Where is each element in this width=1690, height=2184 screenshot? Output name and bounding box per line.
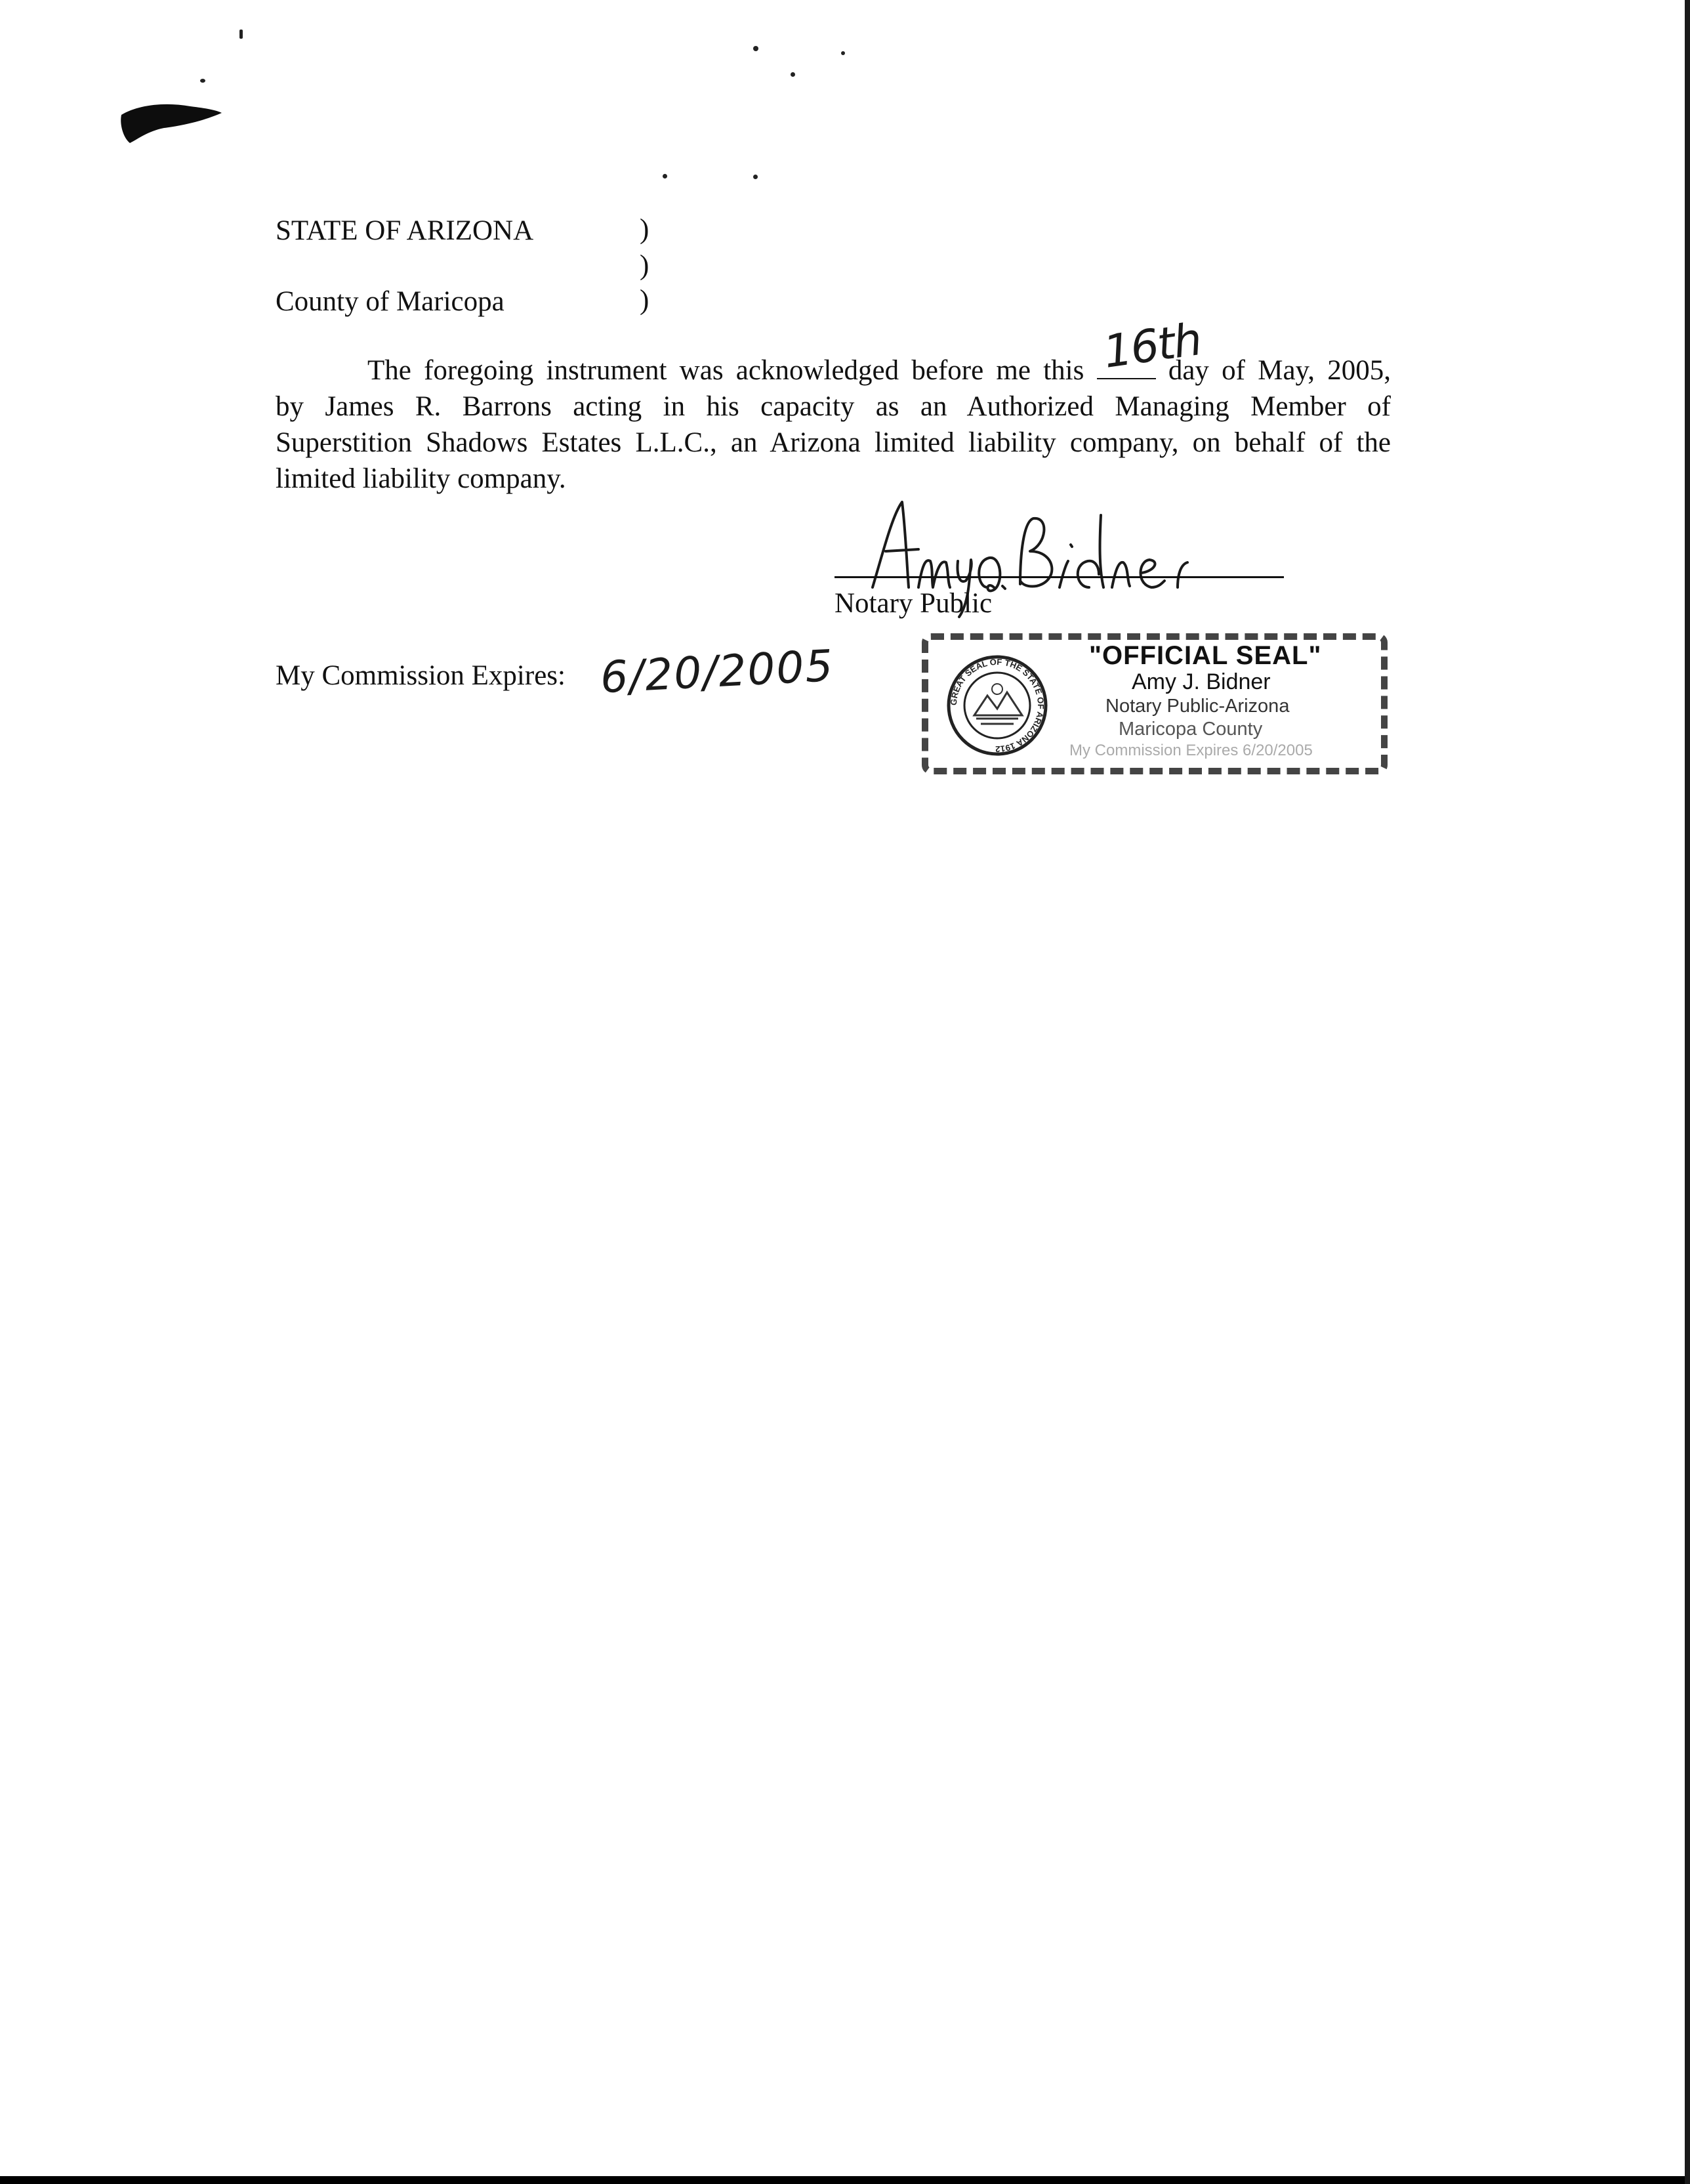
signature-line: [835, 576, 1284, 578]
acknowledgment-line-3: Superstition Shadows Estates L.L.C., an Arizona limited liability company, on behalf of the: [276, 427, 1391, 458]
scan-right-edge: [1685, 0, 1690, 2184]
seal-notary-name: Amy J. Bidner: [1132, 669, 1271, 694]
venue-paren: ): [640, 214, 649, 245]
seal-title: "OFFICIAL SEAL": [1089, 641, 1322, 670]
scan-speck: [841, 51, 845, 55]
seal-emblem-ring-text: GREAT SEAL OF THE STATE OF ARIZONA 1912: [948, 656, 1046, 755]
handwritten-day: 16th: [1100, 314, 1205, 379]
seal-expiration: My Commission Expires 6/20/2005: [1069, 742, 1313, 759]
acknowledgment-line-4: limited liability company.: [276, 463, 566, 494]
notary-public-label: Notary Public: [835, 588, 993, 619]
acknowledgment-line-1: [276, 352, 1391, 388]
seal-notary-role: Notary Public-Arizona: [1105, 696, 1290, 717]
scan-speck: [791, 72, 795, 77]
scan-bottom-edge: [0, 2176, 1690, 2184]
seal-county: Maricopa County: [1119, 719, 1263, 740]
commission-expires-label: My Commission Expires:: [276, 660, 566, 691]
county-label: County of Maricopa: [276, 286, 505, 317]
state-label: STATE OF ARIZONA: [276, 215, 534, 246]
scan-speck: [239, 30, 243, 39]
acknowledgment-line-1-start: The foregoing instrument was acknowledged before me this: [367, 355, 1084, 386]
acknowledgment-line-2: by James R. Barrons acting in his capacity as an Authorized Managing Member of: [276, 391, 1391, 422]
scan-speck: [753, 46, 758, 51]
arizona-state-seal-emblem: [945, 653, 1050, 758]
scan-ink-blot: [118, 98, 223, 144]
scan-speck: [663, 174, 667, 178]
acknowledgment-paragraph: [276, 352, 1391, 497]
venue-paren: ): [640, 285, 649, 316]
handwritten-expiration-date: 6/20/2005: [599, 640, 836, 704]
scan-speck: [753, 175, 758, 179]
acknowledgment-line-1-end: day of May, 2005,: [1168, 355, 1391, 386]
scan-speck: [200, 79, 205, 83]
official-notary-seal: [922, 633, 1388, 774]
venue-paren: ): [640, 250, 649, 281]
